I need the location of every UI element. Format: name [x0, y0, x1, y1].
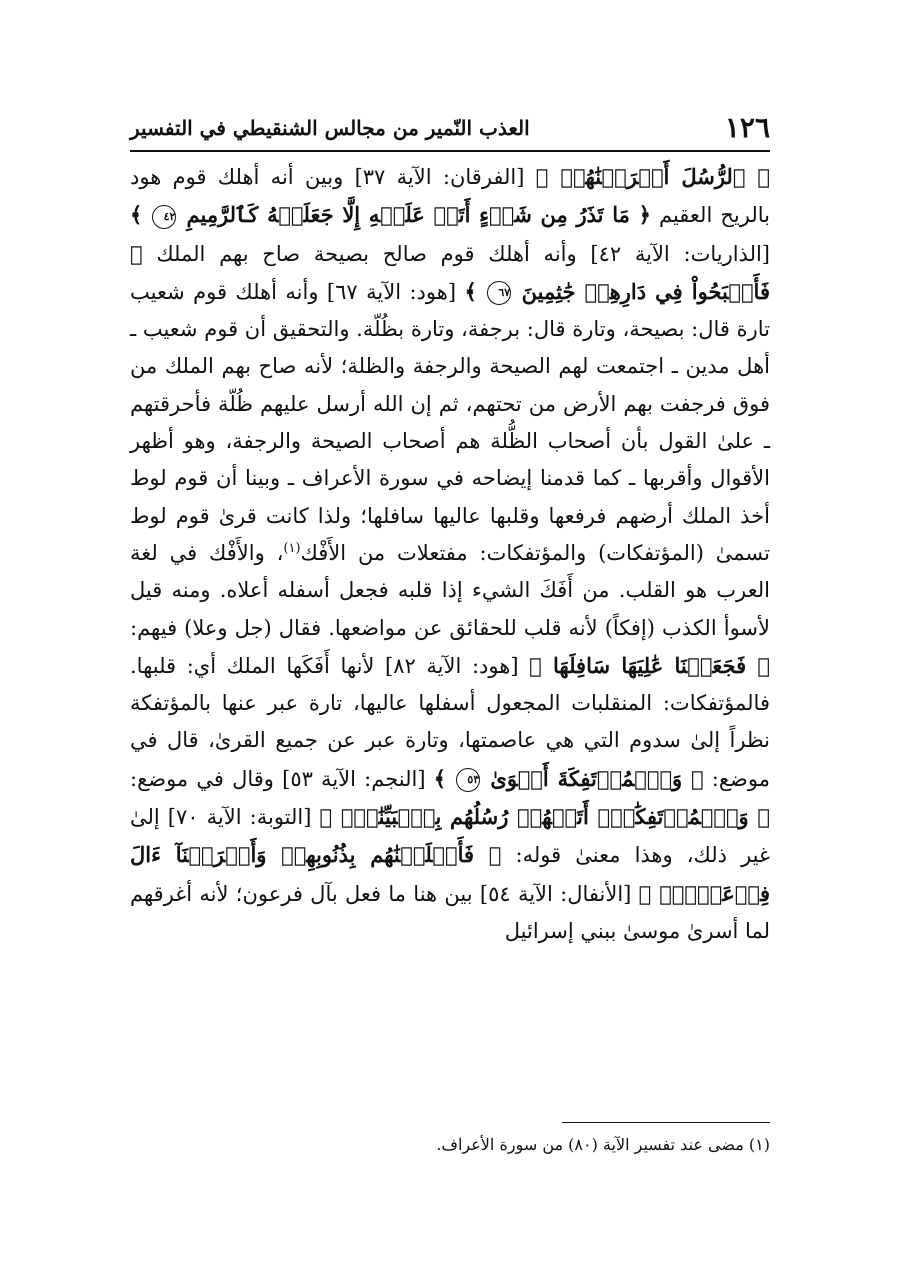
running-title: العذب النّمير من مجالس الشنقيطي في التفسير	[130, 116, 530, 140]
quran-bracket: ﴾	[130, 202, 143, 228]
header-rule	[130, 150, 770, 152]
quran-verse: ﴿ وَٱلۡمُؤۡتَفِكَٰتِۚ أَتَتۡهُمۡ رُسُلُهُم بِٱلۡبَيِّنَٰتِۖ ﴾	[319, 804, 771, 830]
quran-bracket: ﴾	[464, 278, 477, 304]
text-run: [الأنفال: الآية ٥٤] بين هنا ما فعل بآل فرعون؛ لأنه أغرقهم لما أسرىٰ موسىٰ ببني إسرائيل	[130, 881, 770, 943]
text-run: ، والأَفْك في لغة العرب هو القلب. من أَفَكَ الشيء إذا قلبه فجعل أسفله أعلاه. ومنه قيل لأسوأ الكذب (إفكاً) لأنه قلب للحقائق عن مواضعها. فقال (جل وعلا) فيهم:	[130, 540, 770, 640]
quran-verse: ﴿ ٱلرُّسُلَ أَغۡرَقۡنَٰهُمۡ ﴾	[535, 164, 770, 189]
page-number: ١٢٦	[724, 111, 770, 144]
footnote	[130, 1132, 770, 1158]
ayah-number-marker: ٥٣	[456, 768, 480, 792]
text-run: [الفرقان: الآية ٣٧] وبين أنه أهلك قوم هود بالريح العقيم	[130, 165, 770, 228]
text-run: [الذاريات: الآية ٤٢] وأنه أهلك قوم صالح بصيحة صاح بهم الملك	[142, 241, 771, 266]
ayah-number-marker: ٦٧	[487, 281, 511, 305]
quran-verse: ﴿ فَأَهۡلَكۡنَٰهُم بِذُنُوبِهِمۡ وَأَغۡرَقۡنَآ ءَالَ فِرۡعَوۡنَۚ ﴾	[130, 842, 770, 906]
body-text	[130, 158, 770, 950]
quran-verse: ﴿ فَجَعَلۡنَا عَٰلِيَهَا سَافِلَهَا ﴾	[529, 652, 771, 678]
text-run: [هود: الآية ٦٧] وأنه أهلك قوم شعيب تارة قال: بصيحة، وتارة قال: برجفة، وتارة بظُلّة. والتحقيق أن قوم شعيب ـ أهل مدين ـ اجتمعت لهم الصيحة والرجفة والظلة؛ لأنه صاح بهم الملك من فوق فرجفت بهم الأرض من تحتهم، ثم إن الله أرسل عليهم ظُلّة فأحرقتهم ـ علىٰ القول بأن أصحاب الظُّلة هم أصحاب الصيحة والرجفة، وهو أظهر الأقوال وأقربها ـ كما قدمنا إيضاحه في سورة الأعراف ـ وبينا أن قوم لوط أخذ الملك أرضهم فرفعها وقلبها عاليها سافلها؛ ولذا كانت قرىٰ قوم لوط تسمىٰ (المؤتفكات) والمؤتفكات: مفتعلات من الأَفْك	[130, 279, 770, 565]
quran-bracket: ﴾	[433, 765, 447, 791]
text-run: [التوبة: الآية ٧٠] إلىٰ غير ذلك، وهذا معنىٰ قوله:	[130, 805, 771, 868]
footnote-text: مضى عند تفسير الآية (٨٠) من سورة الأعراف.	[436, 1135, 744, 1154]
quran-verse: ﴿ وَٱلۡمُؤۡتَفِكَةَ أَهۡوَىٰ	[490, 765, 704, 791]
footnote-marker: (١)	[748, 1135, 770, 1154]
quran-verse: ﴿ فَأَصۡبَحُواْ فِي دَارِهِمۡ جَٰثِمِينَ	[130, 240, 770, 304]
quran-verse: ﴿ مَا تَذَرُ مِن شَيۡءٍ أَتَتۡ عَلَيۡهِ إِلَّا جَعَلَتۡهُ كَٱلرَّمِيمِ	[186, 202, 651, 228]
page-header	[130, 108, 770, 148]
footnote-reference: (١)	[283, 540, 301, 556]
ayah-number-marker: ٤٢	[152, 205, 176, 229]
text-run: [النجم: الآية ٥٣] وقال في موضع:	[130, 766, 434, 791]
text-run: [هود: الآية ٨٢] لأنها أَفَكَها الملك أي: قلبها. فالمؤتفكات: المنقلبات المجعول أسفلها عاليها، تارة عبر عنها بالمؤتفكة نظراً إلىٰ سدوم التي هي عاصمتها، وتارة عبر عن جميع القرىٰ، قال في موضع:	[130, 653, 770, 791]
footnote-rule	[562, 1122, 770, 1123]
